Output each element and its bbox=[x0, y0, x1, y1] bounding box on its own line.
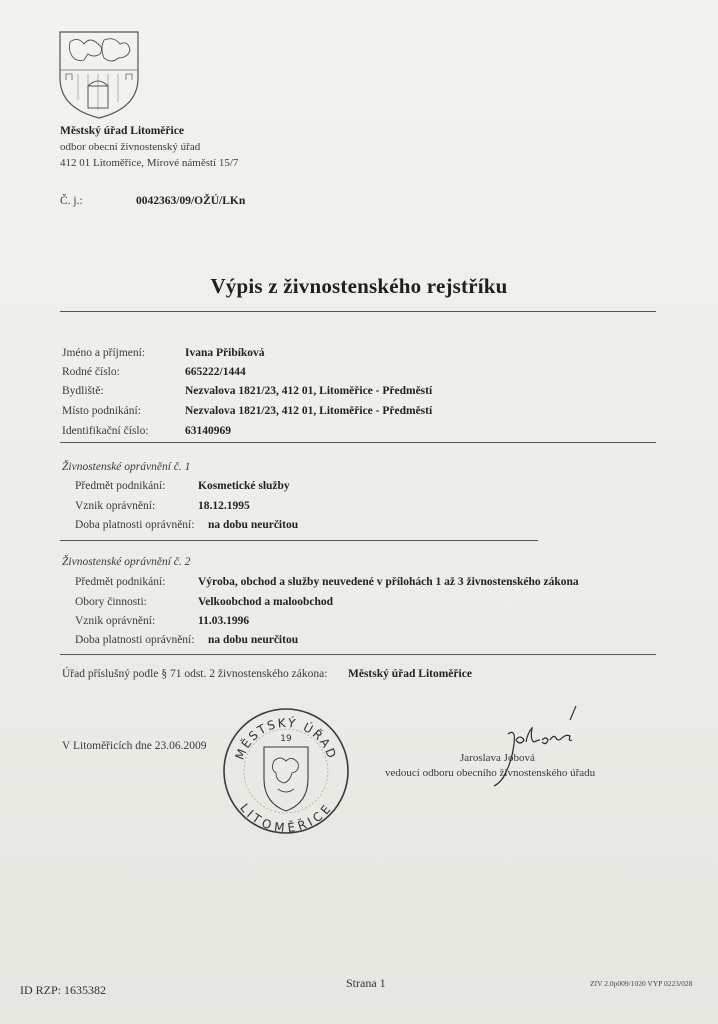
licence-2-subject-label: Předmět podnikání: bbox=[75, 576, 166, 588]
reference-label: Č. j.: bbox=[60, 195, 83, 207]
reference-number: 0042363/09/OŽÚ/LKn bbox=[136, 195, 246, 207]
signatory-name: Jaroslava Jobová bbox=[460, 752, 535, 764]
office-address: 412 01 Litoměřice, Mírové náměstí 15/7 bbox=[60, 157, 239, 169]
licence-2-divider bbox=[60, 654, 656, 655]
footer-id: ID RZP: 1635382 bbox=[20, 983, 107, 997]
licence-1-heading: Živnostenské oprávnění č. 1 bbox=[62, 461, 191, 473]
business-place-label: Místo podnikání: bbox=[62, 405, 141, 417]
licence-2-subject-value: Výroba, obchod a služby neuvedené v přílohách 1 až 3 živnostenského zákona bbox=[198, 576, 579, 588]
office-department: odbor obecní živnostenský úřad bbox=[60, 141, 201, 153]
licence-1-origin-label: Vznik oprávnění: bbox=[75, 500, 156, 512]
name-value: Ivana Přibíková bbox=[185, 347, 265, 359]
name-label: Jméno a příjmení: bbox=[62, 347, 146, 359]
stamp-top-text: MĚSTSKÝ ÚŘAD bbox=[232, 715, 340, 762]
licence-1-origin-value: 18.12.1995 bbox=[198, 500, 250, 512]
licence-2-validity-value: na dobu neurčitou bbox=[208, 634, 299, 646]
licence-1-validity-label: Doba platnosti oprávnění: bbox=[75, 519, 195, 531]
licence-1-subject-label: Předmět podnikání: bbox=[75, 480, 166, 492]
coat-of-arms-icon bbox=[58, 30, 140, 120]
licence-1-divider bbox=[60, 540, 538, 541]
title-divider bbox=[60, 311, 656, 312]
licence-1-subject-value: Kosmetické služby bbox=[198, 480, 290, 492]
authority-value: Městský úřad Litoměřice bbox=[348, 668, 472, 680]
official-stamp bbox=[220, 705, 352, 837]
office-name: Městský úřad Litoměřice bbox=[60, 125, 184, 137]
stamp-shield-icon bbox=[264, 747, 308, 811]
licence-2-validity-label: Doba platnosti oprávnění: bbox=[75, 634, 195, 646]
licence-2-heading: Živnostenské oprávnění č. 2 bbox=[62, 556, 191, 568]
birth-number-value: 665222/1444 bbox=[185, 366, 246, 378]
footer-form-code: ZIV 2.0p009/1020 VYP 0223/028 bbox=[590, 979, 693, 988]
licence-2-fields-value: Velkoobchod a maloobchod bbox=[198, 596, 334, 608]
business-place-value: Nezvalova 1821/23, 412 01, Litoměřice - Předměstí bbox=[185, 405, 433, 417]
place-date: V Litoměřicích dne 23.06.2009 bbox=[62, 740, 207, 752]
residence-value: Nezvalova 1821/23, 412 01, Litoměřice - Předměstí bbox=[185, 385, 433, 397]
licence-1-validity-value: na dobu neurčitou bbox=[208, 519, 299, 531]
stamp-bottom-text: LITOMĚŘICE bbox=[237, 800, 335, 836]
licence-2-fields-label: Obory činnosti: bbox=[75, 596, 147, 608]
footer-page: Strana 1 bbox=[346, 976, 386, 990]
id-number-label: Identifikační číslo: bbox=[62, 425, 149, 437]
document-title: Výpis z živnostenského rejstříku bbox=[210, 274, 508, 298]
residence-label: Bydliště: bbox=[62, 385, 104, 397]
birth-number-label: Rodné číslo: bbox=[62, 366, 120, 378]
licence-2-origin-value: 11.03.1996 bbox=[198, 615, 250, 627]
authority-label: Úřad příslušný podle § 71 odst. 2 živnostenského zákona: bbox=[62, 668, 328, 680]
stamp-number: 19 bbox=[280, 734, 292, 744]
id-number-value: 63140969 bbox=[185, 425, 231, 437]
signatory-role: vedoucí odboru obecního živnostenského úřadu bbox=[385, 767, 596, 779]
person-divider bbox=[60, 442, 656, 443]
licence-2-origin-label: Vznik oprávnění: bbox=[75, 615, 156, 627]
